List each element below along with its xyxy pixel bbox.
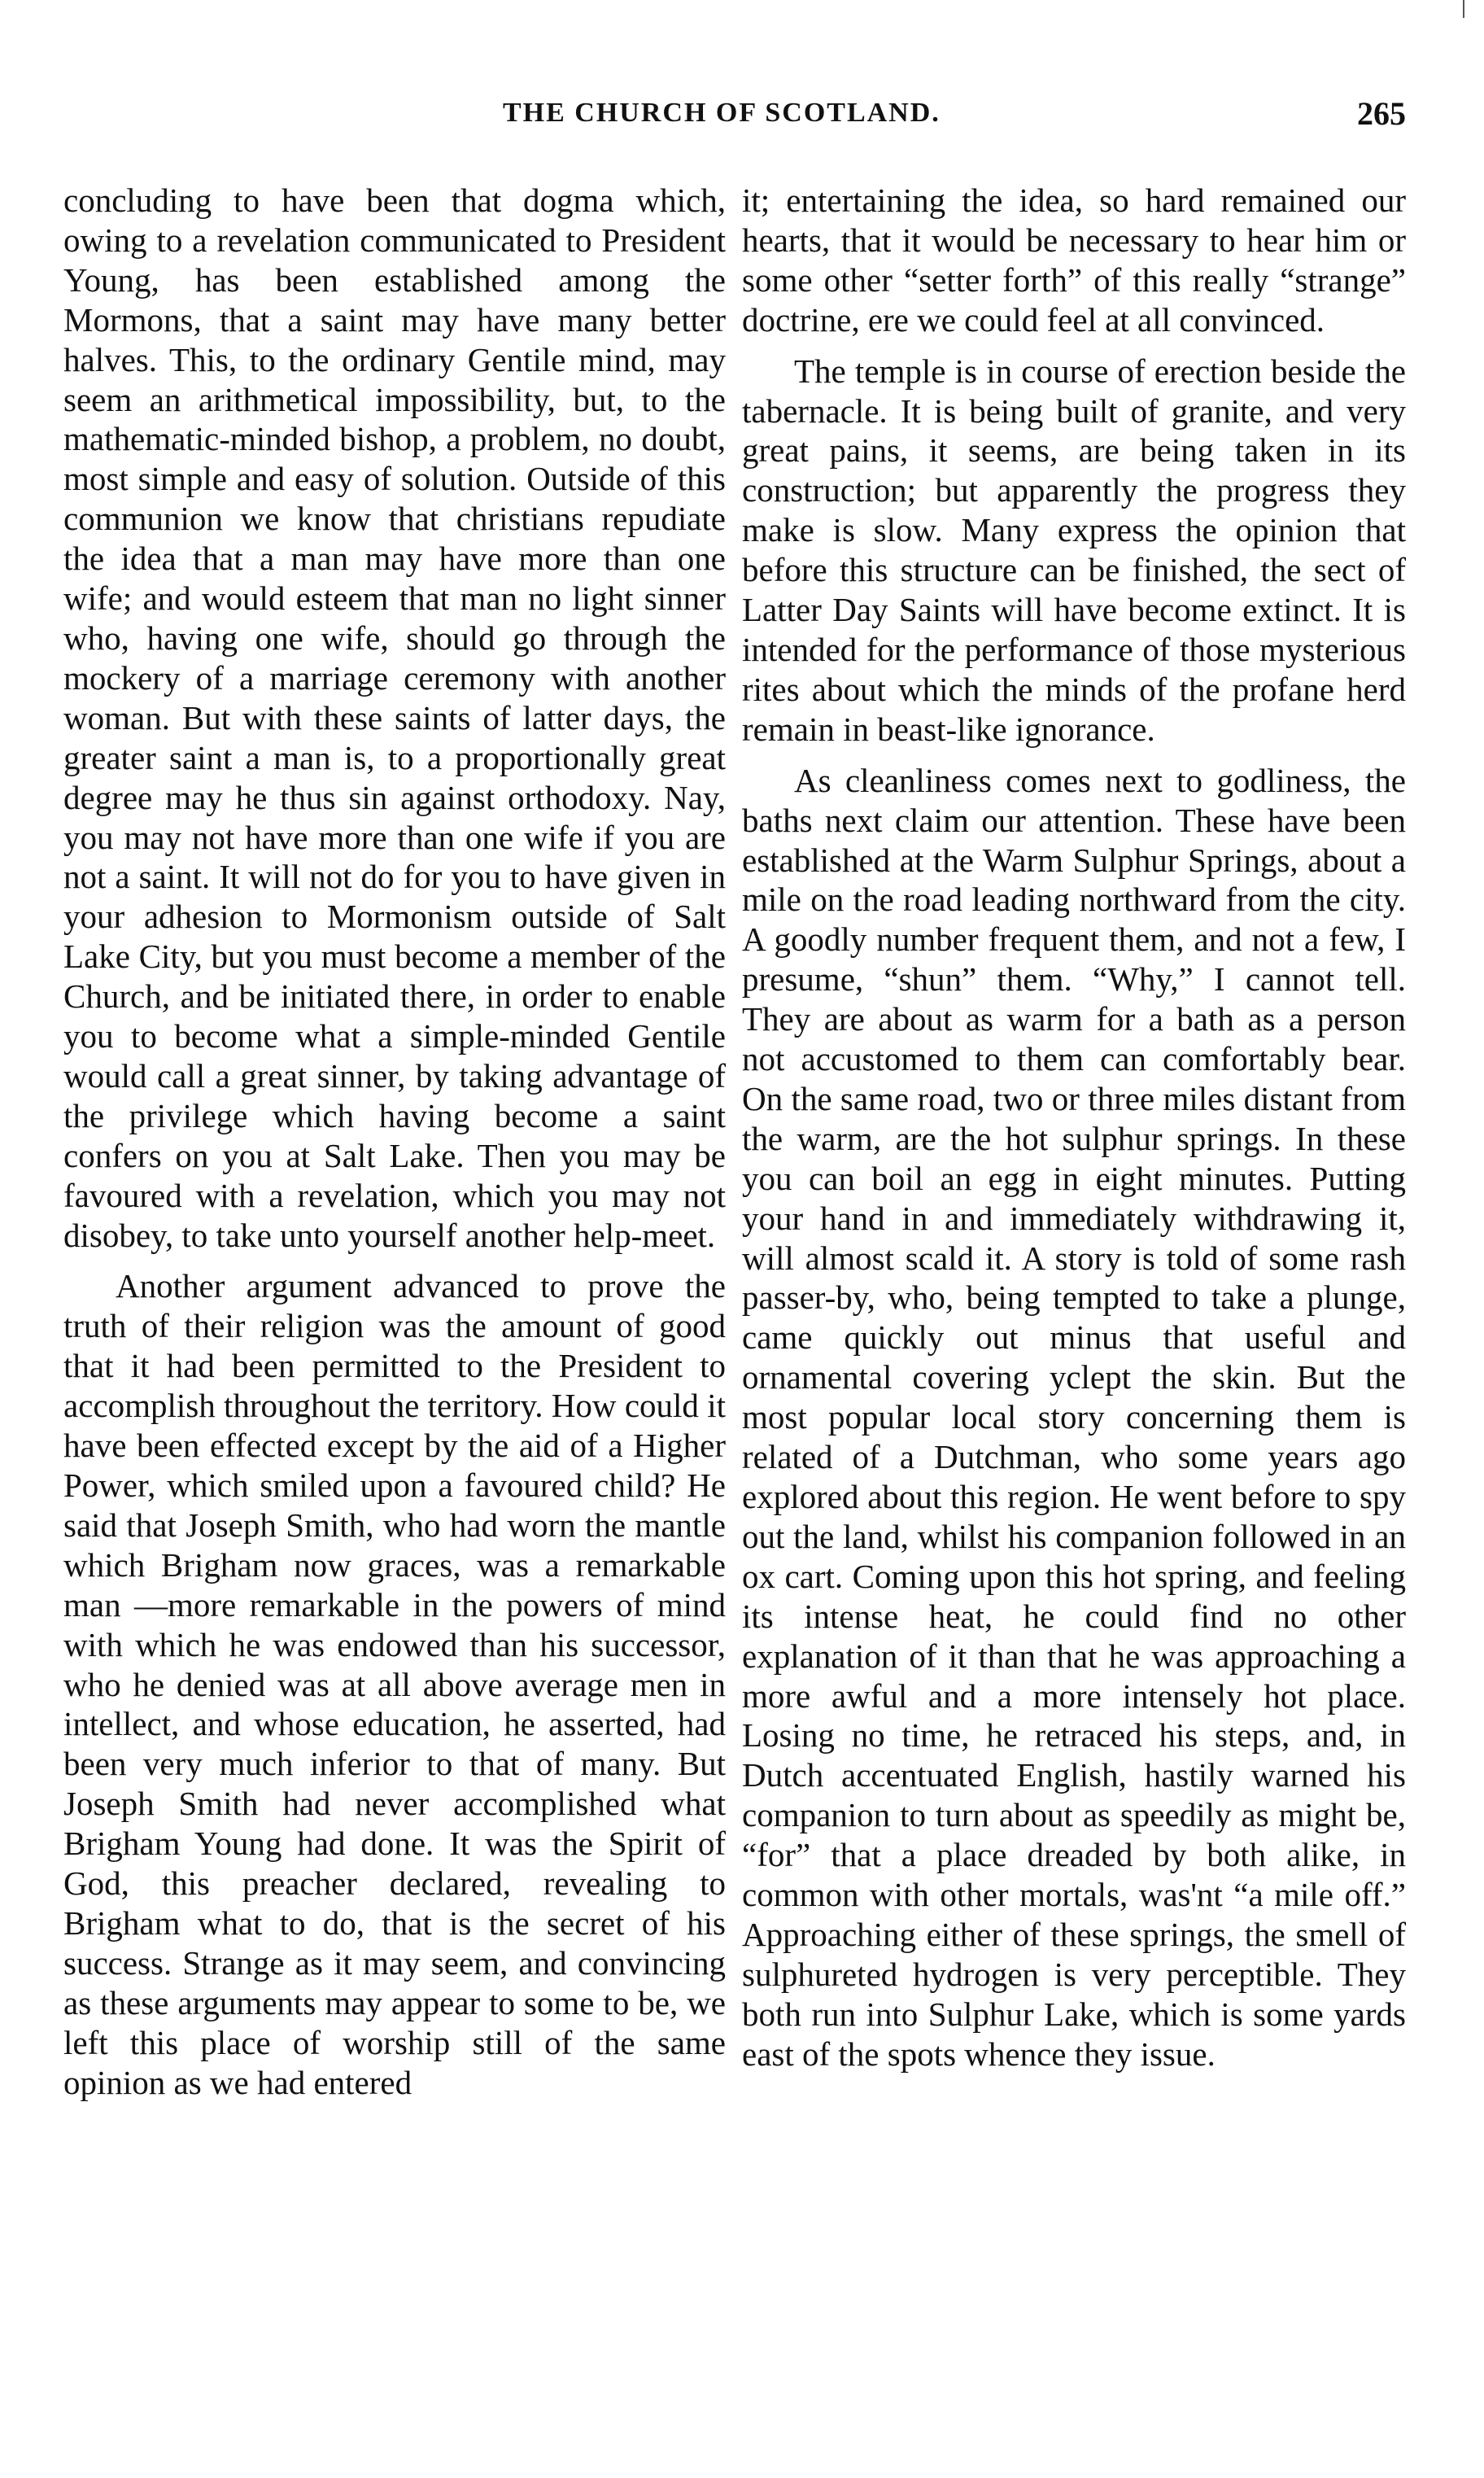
left-paragraph-1: concluding to have been that dogma which, owing to a revelation communicated to President Young, has been established among the Mormons, that a saint may have many better halves. This, to the ordinary Gentile mind, may seem an arithmetical impossibility, but, to the mathematic-minded bishop, a problem, no doubt, most simple and easy of solution. Outside of this communion we know that christians repudiate the idea that a man may have more than one wife; and would esteem that man no light sinner who, having one wife, should go through the mockery of a marriage ceremony with another woman. But with these saints of latter days, the greater saint a man is, to a proportionally great degree may he thus sin against orthodoxy. Nay, you may not have more than one wife if you are not a saint. It will not do for you to have given in your adhesion to Mormonism outside of Salt Lake City, but you must become a member of the Church, and be initiated there, in order to enable you to become what a simple-minded Gentile would call a great sinner, by taking advantage of the privilege which having become a saint confers on you at Salt Lake. Then you may be favoured with a revelation, which you may not disobey, to take unto yourself another help-meet.	[63, 181, 726, 1254]
running-title: THE CHURCH OF SCOTLAND.	[503, 98, 941, 128]
right-paragraph-1: it; entertaining the idea, so hard remained our hearts, that it would be necessary to hear him or some other “setter forth” of this really “strange” doctrine, ere we could feel at all convinced.	[742, 181, 1406, 339]
right-paragraph-2: The temple is in course of erection beside the tabernacle. It is being built of granite, and very great pains, it seems, are being taken in its construction; but apparently the progress they make is slow. Many express the opinion that before this structure can be finished, the sect of Latter Day Saints will have become extinct. It is intended for the performance of those mysterious rites about which the minds of the profane herd remain in beast-like ignorance.	[742, 352, 1406, 748]
page-number: 265	[1357, 95, 1406, 132]
right-paragraph-3: As cleanliness comes next to godliness, the baths next claim our attention. These have been established at the Warm Sulphur Springs, about a mile on the road leading northward from the city. A goodly number frequent them, and not a few, I presume, “shun” them. “Why,” I cannot tell. They are about as warm for a bath as a person not accustomed to them can comfortably bear. On the same road, two or three miles distant from the warm, are the hot sulphur springs. In these you can boil an egg in eight minutes. Putting your hand in and immediately withdrawing it, will almost scald it. A story is told of some rash passer-by, who, being tempted to take a plunge, came quickly out minus that useful and ornamental covering yclept the skin. But the most popular local story concerning them is related of a Dutchman, who some years ago explored about this region. He went before to spy out the land, whilst his companion followed in an ox cart. Coming upon this hot spring, and feeling its intense heat, he could find no other explanation of it than that he was approaching a more awful and a more intensely hot place. Losing no time, he retraced his steps, and, in Dutch accentuated English, hastily warned his companion to turn about as speedily as might be, “for” that a place dreaded by both alike, in common with other mortals, was'nt “a mile off.” Approaching either of these springs, the smell of sulphureted hydrogen is very perceptible. They both run into Sulphur Lake, which is some yards east of the spots whence they issue.	[742, 761, 1406, 2073]
running-head	[63, 95, 1406, 138]
right-column	[742, 181, 1406, 2074]
left-column	[63, 181, 726, 2103]
page-edge-mark	[1463, 0, 1464, 18]
left-paragraph-2: Another argument advanced to prove the truth of their religion was the amount of good that it had been permitted to the President to accomplish throughout the territory. How could it have been effected except by the aid of a Higher Power, which smiled upon a favoured child? He said that Joseph Smith, who had worn the mantle which Brigham now graces, was a remarkable man —more remarkable in the powers of mind with which he was endowed than his successor, who he denied was at all above average men in intellect, and whose education, he asserted, had been very much inferior to that of many. But Joseph Smith had never accomplished what Brigham Young had done. It was the Spirit of God, this preacher declared, revealing to Brigham what to do, that is the secret of his success. Strange as it may seem, and convincing as these arguments may appear to some to be, we left this place of worship still of the same opinion as we had entered	[63, 1267, 726, 2101]
